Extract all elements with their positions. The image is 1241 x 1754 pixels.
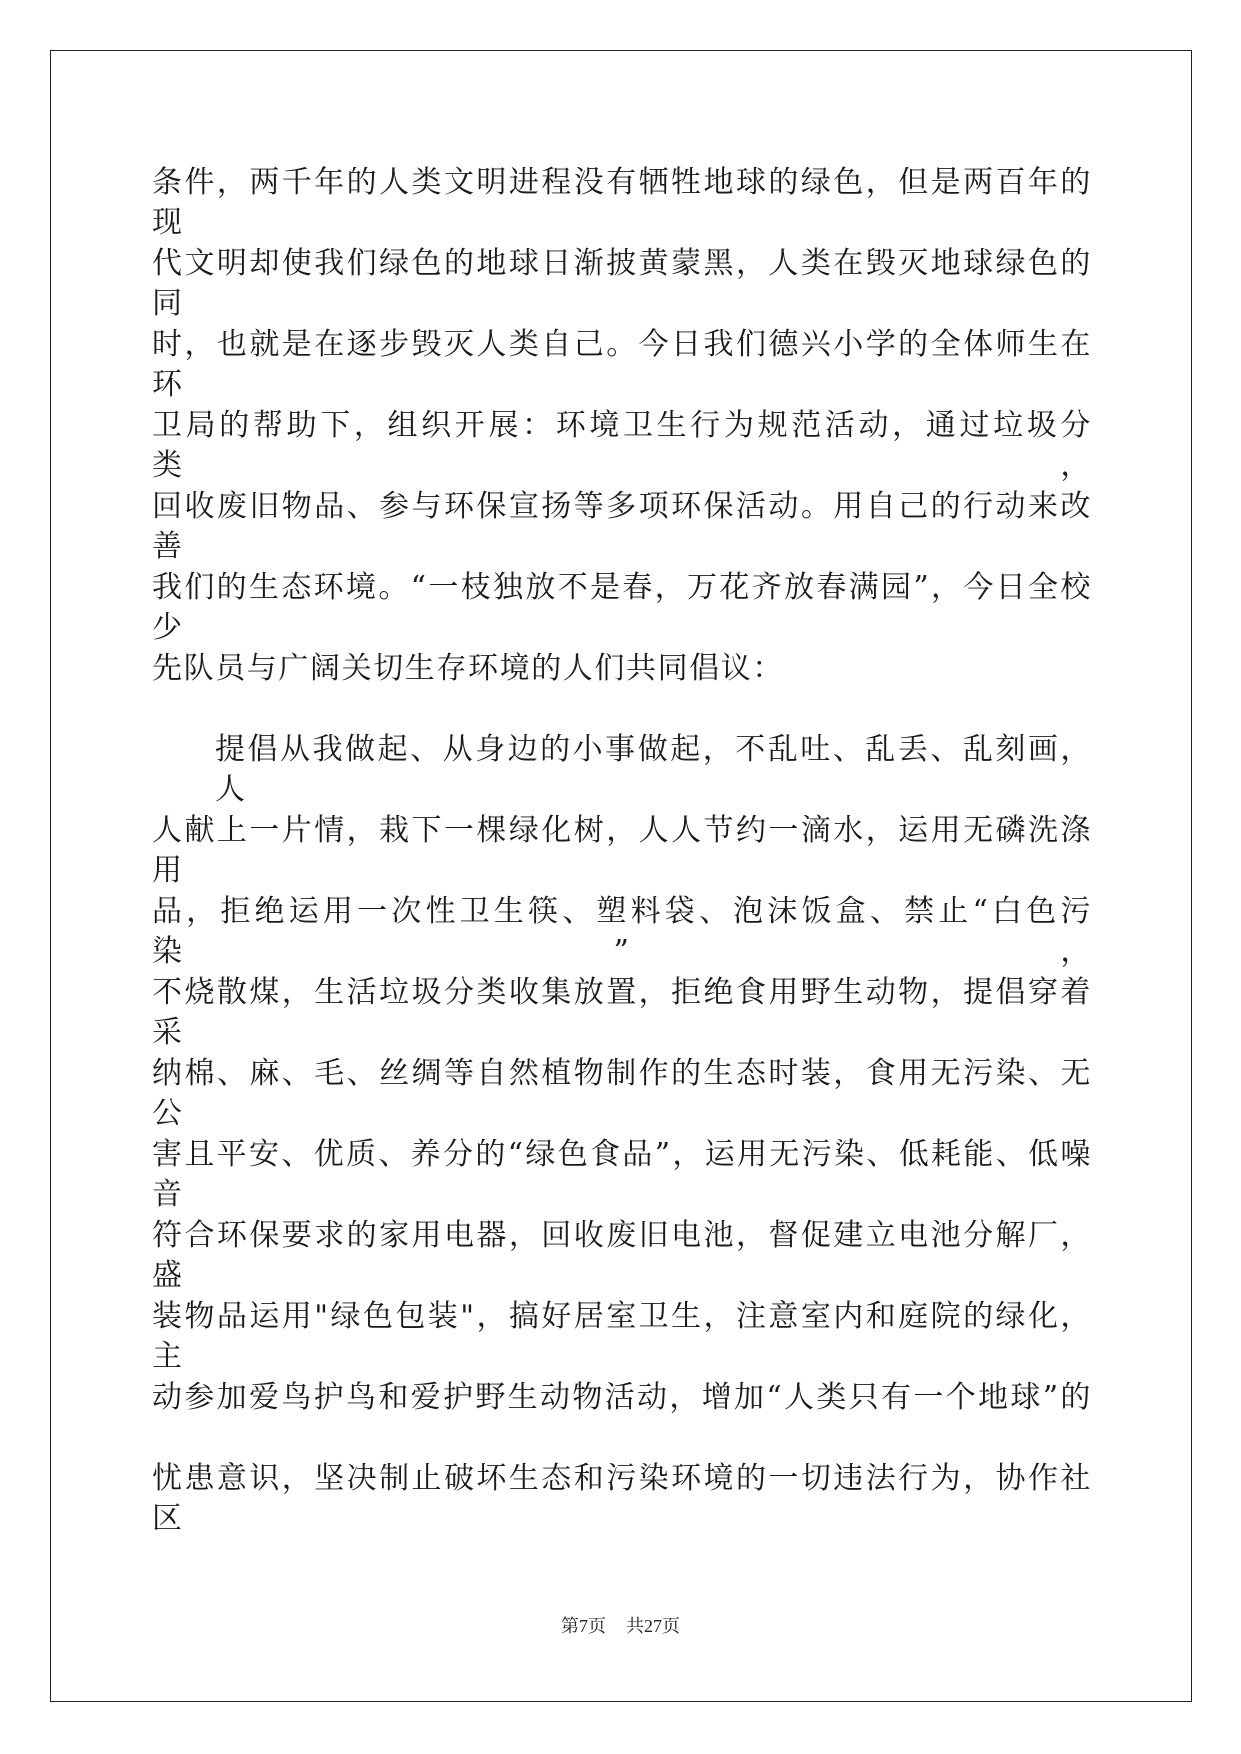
text-line: 品，拒绝运用一次性卫生筷、塑料袋、泡沫饭盒、禁止“白色污染”， <box>152 894 1092 969</box>
text-line: 动参加爱鸟护鸟和爱护野生动物活动，增加“人类只有一个地球”的 <box>152 1380 1092 1415</box>
text-line: 时，也就是在逐步毁灭人类自己。今日我们德兴小学的全体师生在环 <box>152 327 1092 402</box>
text-line: 符合环保要求的家用电器，回收废旧电池，督促建立电池分解厂，盛 <box>152 1218 1092 1293</box>
text-line: 忧患意识，坚决制止破坏生态和污染环境的一切违法行为，协作社区 <box>152 1461 1092 1536</box>
body-text <box>152 163 1092 1540</box>
text-line: 纳棉、麻、毛、丝绸等自然植物制作的生态时装，食用无污染、无公 <box>152 1056 1092 1131</box>
text-line: 不烧散煤，生活垃圾分类收集放置，拒绝食用野生动物，提倡穿着采 <box>152 975 1092 1050</box>
page-number-current: 第7页 <box>561 1616 606 1636</box>
page-footer <box>0 1612 1241 1638</box>
text-line: 我们的生态环境。“一枝独放不是春，万花齐放春满园”，今日全校少 <box>152 570 1092 645</box>
text-line: 人献上一片情，栽下一棵绿化树，人人节约一滴水，运用无磷洗涤用 <box>152 813 1092 888</box>
text-line: 卫局的帮助下，组织开展：环境卫生行为规范活动，通过垃圾分类， <box>152 408 1092 483</box>
text-line: 回收废旧物品、参与环保宣扬等多项环保活动。用自己的行动来改善 <box>152 489 1092 564</box>
page-number-total: 共27页 <box>626 1616 680 1636</box>
text-line: 条件，两千年的人类文明进程没有牺牲地球的绿色，但是两百年的现 <box>152 165 1092 240</box>
text-line: 装物品运用"绿色包装"，搞好居室卫生，注意室内和庭院的绿化，主 <box>152 1299 1092 1374</box>
text-line: 先队员与广阔关切生存环境的人们共同倡议： <box>152 651 784 686</box>
text-line: 害且平安、优质、养分的“绿色食品”，运用无污染、低耗能、低噪音 <box>152 1137 1092 1212</box>
text-line: 代文明却使我们绿色的地球日渐披黄蒙黑，人类在毁灭地球绿色的同 <box>152 246 1092 321</box>
text-line: 提倡从我做起、从身边的小事做起，不乱吐、乱丢、乱刻画，人 <box>215 732 1092 807</box>
